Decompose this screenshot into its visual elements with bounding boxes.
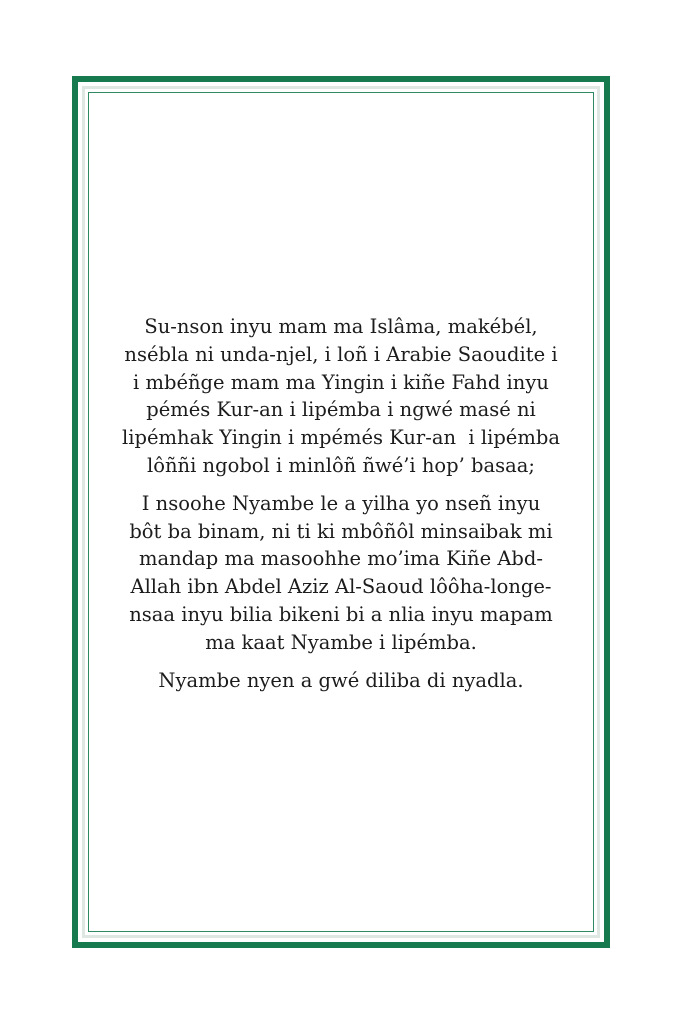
text-line: i mbéñge mam ma Yingin i kiñe Fahd inyu xyxy=(133,370,549,394)
text-line: I nsoohe Nyambe le a yilha yo nseñ inyu xyxy=(141,491,541,515)
paragraph-1 xyxy=(89,313,593,480)
text-line: nsébla ni unda-njel, i loñ i Arabie Saoudite i xyxy=(124,342,558,366)
page-border-inner xyxy=(88,92,594,932)
paragraph-3 xyxy=(89,667,593,695)
page-border-gap xyxy=(82,86,600,938)
text-line: Allah ibn Abdel Aziz Al-Saoud lôôha-longe- xyxy=(130,575,552,599)
page-border xyxy=(72,76,610,948)
text-line: nsaa inyu bilia bikeni bi a nlia inyu mapam xyxy=(129,602,553,626)
text-line: pémés Kur-an i lipémba i ngwé masé ni xyxy=(146,398,536,422)
text-line: lôññi ngobol i minlôñ ñwé’i hop’ basaa; xyxy=(147,453,535,477)
text-line: Su-nson inyu mam ma Islâma, makébél, xyxy=(144,315,538,338)
dedication-text xyxy=(89,313,593,704)
paragraph-2 xyxy=(89,490,593,657)
text-line: ma kaat Nyambe i lipémba. xyxy=(205,630,477,654)
text-line: mandap ma masoohhe mo’ima Kiñe Abd- xyxy=(139,547,543,571)
text-line: Nyambe nyen a gwé diliba di nyadla. xyxy=(158,668,524,692)
text-line: bôt ba binam, ni ti ki mbôñôl minsaibak mi xyxy=(129,519,553,543)
text-line: lipémhak Yingin i mpémés Kur-an i lipémba xyxy=(122,426,560,450)
